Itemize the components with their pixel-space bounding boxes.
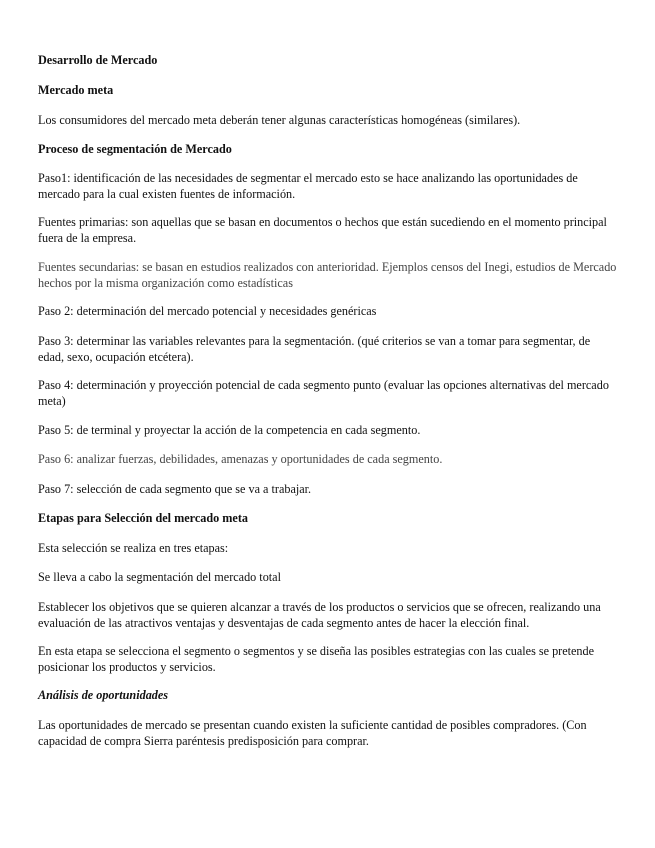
paragraph-paso7: Paso 7: selección de cada segmento que se va a trabajar. xyxy=(38,482,312,496)
paragraph-esta-etapa: En esta etapa se selecciona el segmento o segmentos y se diseña las posibles estrategias con las cuales se pretende posicionar los productos y servicios. xyxy=(38,644,595,674)
paragraph-fuentes-secundarias: Fuentes secundarias: se basan en estudios realizados con anterioridad. Ejemplos censos del Inegi, estudios de Mercado hechos por la misma organización como estadísticas xyxy=(38,260,617,290)
paragraph-tres-etapas: Esta selección se realiza en tres etapas: xyxy=(38,541,229,555)
paragraph-paso4: Paso 4: determinación y proyección potencial de cada segmento punto (evaluar las opciones alternativas del mercado meta) xyxy=(38,378,609,408)
paragraph-paso1: Paso1: identificación de las necesidades de segmentar el mercado esto se hace analizando las oportunidades de mercado para la cual existen fuentes de información. xyxy=(38,171,578,201)
document-title: Desarrollo de Mercado xyxy=(38,53,158,67)
paragraph-establecer-objetivos: Establecer los objetivos que se quieren alcanzar a través de los productos o servicios que se ofrecen, realizando una evaluación de las atractivos ventajas y desventajas de cada segmento antes de hacer la elección final. xyxy=(38,600,601,630)
heading-etapas-seleccion: Etapas para Selección del mercado meta xyxy=(38,511,248,525)
paragraph-fuentes-primarias: Fuentes primarias: son aquellas que se basan en documentos o hechos que están sucediendo en el momento principal fuera de la empresa. xyxy=(38,215,607,245)
paragraph-consumidores: Los consumidores del mercado meta deberán tener algunas características homogéneas (similares). xyxy=(38,113,521,127)
heading-mercado-meta: Mercado meta xyxy=(38,83,114,97)
heading-proceso-segmentacion: Proceso de segmentación de Mercado xyxy=(38,142,232,156)
heading-analisis-oportunidades: Análisis de oportunidades xyxy=(38,688,169,702)
paragraph-paso2: Paso 2: determinación del mercado potencial y necesidades genéricas xyxy=(38,304,377,318)
paragraph-paso5: Paso 5: de terminal y proyectar la acción de la competencia en cada segmento. xyxy=(38,423,421,437)
paragraph-paso6: Paso 6: analizar fuerzas, debilidades, amenazas y oportunidades de cada segmento. xyxy=(38,452,443,466)
paragraph-oportunidades: Las oportunidades de mercado se presentan cuando existen la suficiente cantidad de posibles compradores. (Con capacidad de compra Sierra paréntesis predisposición para comprar. xyxy=(38,718,587,748)
paragraph-paso3: Paso 3: determinar las variables relevantes para la segmentación. (qué criterios se van a tomar para segmentar, de edad, sexo, ocupación etcétera). xyxy=(38,334,591,364)
paragraph-segmentacion-total: Se lleva a cabo la segmentación del mercado total xyxy=(38,570,281,584)
